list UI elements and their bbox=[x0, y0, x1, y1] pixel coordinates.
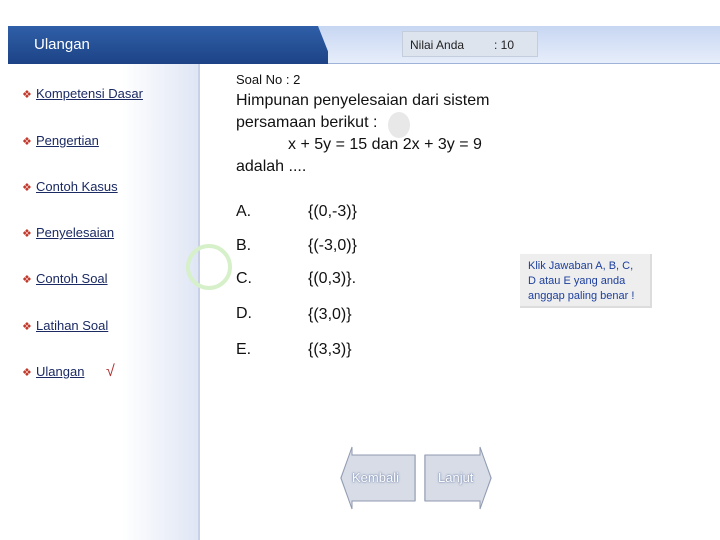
option-text: {(0,-3)} bbox=[308, 203, 357, 220]
hint-text: anggap paling benar ! bbox=[528, 290, 635, 302]
option-text: {(3,0)} bbox=[308, 306, 352, 323]
sidebar-item-label: Penyelesaian bbox=[36, 225, 115, 240]
option-letter: B. bbox=[236, 237, 252, 254]
option-text: {(0,3)}. bbox=[308, 270, 357, 287]
sidebar-item-penyelesaian[interactable] bbox=[22, 225, 114, 243]
hint-text: Klik Jawaban A, B, C, bbox=[528, 260, 634, 272]
sidebar-item-label: Contoh Kasus bbox=[36, 179, 118, 194]
score-value: : 10 bbox=[494, 38, 515, 52]
sidebar-item-label: Kompetensi Dasar bbox=[36, 86, 143, 101]
question-equation: x + 5y = 15 dan 2x + 3y = 9 bbox=[288, 136, 482, 153]
hint-text: D atau E yang anda bbox=[528, 275, 626, 287]
question-number: Soal No : 2 bbox=[236, 72, 301, 87]
sidebar-item-label: Contoh Soal bbox=[36, 271, 108, 286]
sidebar-item-contoh-soal[interactable] bbox=[22, 271, 108, 289]
active-check-mark: √ bbox=[106, 363, 115, 380]
decorative-ring bbox=[186, 244, 232, 290]
option-letter: D. bbox=[236, 305, 252, 322]
option-letter: C. bbox=[236, 270, 252, 287]
next-button-label: Lanjut bbox=[438, 470, 474, 485]
sidebar-item-kompetensi-dasar[interactable] bbox=[22, 86, 143, 104]
question-line: adalah .... bbox=[236, 158, 307, 175]
option-text: {(3,3)} bbox=[308, 341, 352, 358]
option-letter: E. bbox=[236, 341, 252, 358]
sidebar-item-ulangan[interactable] bbox=[22, 364, 84, 382]
sidebar-divider bbox=[198, 64, 200, 540]
sidebar-item-contoh-kasus[interactable] bbox=[22, 179, 118, 197]
diamond-bullet-icon: ❖ bbox=[22, 89, 32, 101]
option-text: {(-3,0)} bbox=[308, 237, 357, 254]
diamond-bullet-icon: ❖ bbox=[22, 367, 32, 379]
decorative-dot bbox=[388, 112, 410, 138]
back-button-label: Kembali bbox=[352, 470, 399, 485]
diamond-bullet-icon: ❖ bbox=[22, 182, 32, 194]
page-title: Ulangan bbox=[34, 36, 90, 53]
sidebar-item-latihan-soal[interactable] bbox=[22, 318, 108, 336]
sidebar-item-label: Ulangan bbox=[36, 364, 85, 379]
sidebar-item-pengertian[interactable] bbox=[22, 133, 99, 151]
diamond-bullet-icon: ❖ bbox=[22, 274, 32, 286]
option-letter: A. bbox=[236, 203, 252, 220]
sidebar-item-label: Pengertian bbox=[36, 133, 99, 148]
question-line: Himpunan penyelesaian dari sistem bbox=[236, 92, 490, 109]
diamond-bullet-icon: ❖ bbox=[22, 136, 32, 148]
sidebar-item-label: Latihan Soal bbox=[36, 318, 109, 333]
question-line: persamaan berikut : bbox=[236, 114, 378, 131]
score-label: Nilai Anda bbox=[410, 38, 465, 52]
diamond-bullet-icon: ❖ bbox=[22, 321, 32, 333]
diamond-bullet-icon: ❖ bbox=[22, 228, 32, 240]
